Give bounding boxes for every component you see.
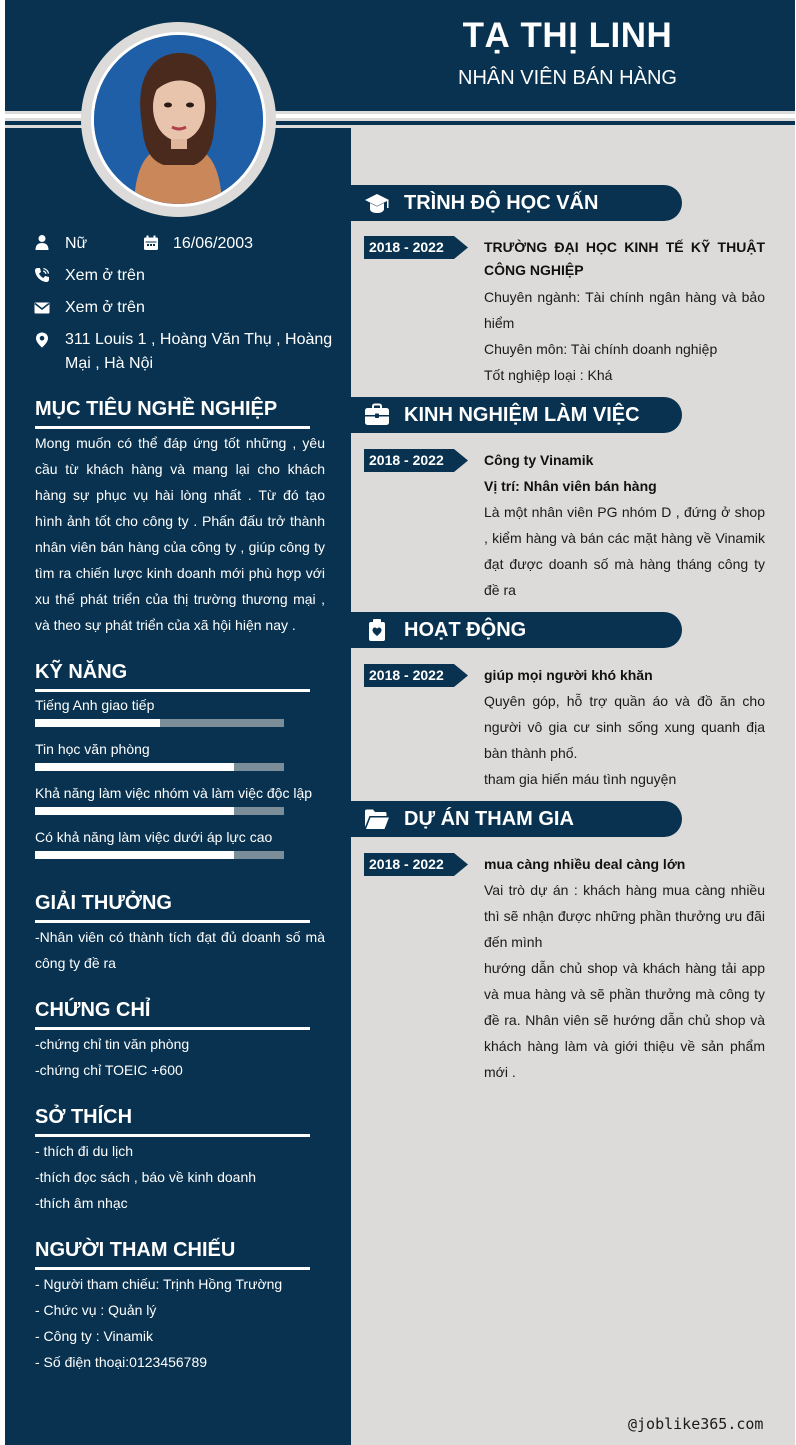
skills-title: KỸ NĂNG	[35, 661, 128, 683]
projects-date	[364, 853, 468, 876]
activity-line: Quyên góp, hỗ trợ quần áo và đồ ăn cho người vô gia cư sinh sống xung quanh địa bàn thành phố.	[484, 693, 765, 761]
resume-page	[5, 0, 795, 1445]
awards-title: GIẢI THƯỞNG	[35, 892, 172, 914]
awards-rule	[35, 920, 310, 923]
skill-label: Có khả năng làm việc dưới áp lực cao	[35, 829, 273, 845]
skill-bar-fill	[35, 763, 234, 771]
projects-header	[351, 801, 682, 837]
certificates-rule	[35, 1027, 310, 1030]
education-grade: Tốt nghiệp loại : Khá	[484, 367, 613, 383]
project-line: Vai trò dự án : khách hàng mua càng nhiều thì sẽ nhận được những phần thưởng ưu đãi đến mình	[484, 882, 765, 950]
activities-title: HOẠT ĐỘNG	[404, 619, 527, 641]
hobbies-title: SỞ THÍCH	[35, 1106, 133, 1128]
briefcase-icon	[364, 403, 390, 427]
reference-item: - Chức vụ : Quản lý	[35, 1302, 157, 1318]
experience-description: Là một nhân viên PG nhóm D , đứng ở shop , kiểm hàng và bán các mặt hàng về Vinamik đạt được doanh số mà hàng tháng công ty đề ra	[484, 504, 765, 598]
envelope-icon	[34, 300, 50, 316]
candidate-name: TẠ THỊ LINH	[462, 16, 673, 55]
hobby-item: -thích đọc sách , báo về kinh doanh	[35, 1169, 257, 1185]
skill-bar	[35, 763, 284, 771]
certificate-item: -chứng chỉ tin văn phòng	[35, 1036, 190, 1052]
skill-bar	[35, 807, 284, 815]
reference-item: - Số điện thoại:0123456789	[35, 1354, 208, 1370]
objective-rule	[35, 426, 310, 429]
project-line: hướng dẫn chủ shop và khách hàng tải app và mua hàng và sẽ phần thưởng mà công ty đề ra. Nhân viên sẽ hướng dẫn chủ shop và khách hàng làm và giới thiệu về sản phẩm mới .	[484, 960, 765, 1080]
map-pin-icon	[34, 332, 50, 348]
activities-date	[364, 664, 468, 687]
experience-position: Vị trí: Nhân viên bán hàng	[484, 478, 657, 494]
education-date-text: 2018 - 2022	[369, 239, 444, 255]
email-value: Xem ở trên	[65, 299, 145, 316]
watermark: @joblike365.com	[628, 1415, 764, 1433]
skill-bar-fill	[35, 719, 160, 727]
education-major: Chuyên ngành: Tài chính ngân hàng và bảo hiểm	[484, 289, 765, 331]
phone-value: Xem ở trên	[65, 267, 145, 284]
graduation-cap-icon	[364, 191, 390, 215]
references-rule	[35, 1267, 310, 1270]
activities-entry	[484, 662, 765, 792]
project-name: mua càng nhiều deal càng lớn	[484, 856, 686, 872]
activities-date-text: 2018 - 2022	[369, 667, 444, 683]
activity-name: giúp mọi người khó khăn	[484, 667, 653, 683]
certificate-item: -chứng chỉ TOEIC +600	[35, 1062, 183, 1078]
references-list	[35, 1271, 325, 1375]
birthday-value: 16/06/2003	[173, 235, 254, 252]
folder-open-icon	[364, 807, 390, 831]
hobbies-rule	[35, 1134, 310, 1137]
certificates-list	[35, 1031, 325, 1083]
education-date	[364, 236, 468, 259]
hobbies-list	[35, 1138, 325, 1216]
experience-company: Công ty Vinamik	[484, 452, 594, 468]
hobby-item: - thích đi du lịch	[35, 1143, 134, 1159]
experience-entry	[484, 447, 765, 603]
avatar	[91, 32, 266, 207]
experience-date-text: 2018 - 2022	[369, 452, 444, 468]
references-title: NGƯỜI THAM CHIẾU	[35, 1239, 236, 1261]
projects-title: DỰ ÁN THAM GIA	[404, 808, 574, 830]
awards-text: -Nhân viên có thành tích đạt đủ doanh số mà công ty đề ra	[35, 929, 325, 971]
certificates-title: CHỨNG CHỈ	[35, 999, 151, 1021]
skill-label: Khả năng làm việc nhóm và làm việc độc lập	[35, 785, 313, 801]
skill-bar	[35, 719, 284, 727]
phone-icon	[34, 267, 50, 283]
education-title: TRÌNH ĐỘ HỌC VẤN	[404, 192, 599, 214]
skill-label: Tiếng Anh giao tiếp	[35, 697, 155, 713]
objective-text: Mong muốn có thể đáp ứng tốt những , yêu cầu từ khách hàng và mang lại cho khách hàng sự phục vụ hài lòng nhất . Từ đó tạo hình ảnh tốt cho công ty . Phấn đấu trở thành nhân viên bán hàng của công ty , giúp công ty tìm ra chiến lược kinh doanh mới phù hợp với xu thế phát triển của thị trường thương mại , và theo sự phát triển của xã hội hiện nay .	[35, 435, 325, 633]
activity-badge-icon	[364, 618, 390, 642]
hobby-item: -thích âm nhạc	[35, 1195, 128, 1211]
education-header	[351, 185, 682, 221]
reference-item: - Công ty : Vinamik	[35, 1328, 154, 1344]
user-icon	[34, 234, 50, 250]
education-school: TRƯỜNG ĐẠI HỌC KINH TẾ KỸ THUẬT CÔNG NGHIỆP	[484, 239, 765, 278]
avatar-portrait-icon	[94, 35, 263, 204]
skill-label: Tin học văn phòng	[35, 741, 150, 757]
education-entry	[484, 236, 765, 388]
experience-date	[364, 449, 468, 472]
address-value: 311 Louis 1 , Hoàng Văn Thụ , Hoàng Mại , Hà Nội	[65, 331, 333, 372]
education-specialty: Chuyên môn: Tài chính doanh nghiệp	[484, 341, 718, 357]
objective-title: MỤC TIÊU NGHỀ NGHIỆP	[35, 398, 278, 420]
experience-header	[351, 397, 682, 433]
skill-bar-fill	[35, 851, 234, 859]
projects-entry	[484, 851, 765, 1085]
activity-line: tham gia hiến máu tình nguyện	[484, 771, 677, 787]
reference-item: - Người tham chiếu: Trịnh Hồng Trường	[35, 1276, 283, 1292]
gender-value: Nữ	[65, 235, 88, 252]
activities-header	[351, 612, 682, 648]
candidate-job-title: NHÂN VIÊN BÁN HÀNG	[458, 67, 677, 89]
calendar-icon	[143, 235, 159, 251]
skill-bar	[35, 851, 284, 859]
skills-rule	[35, 689, 310, 692]
projects-date-text: 2018 - 2022	[369, 856, 444, 872]
experience-title: KINH NGHIỆM LÀM VIỆC	[404, 404, 640, 426]
skill-bar-fill	[35, 807, 234, 815]
